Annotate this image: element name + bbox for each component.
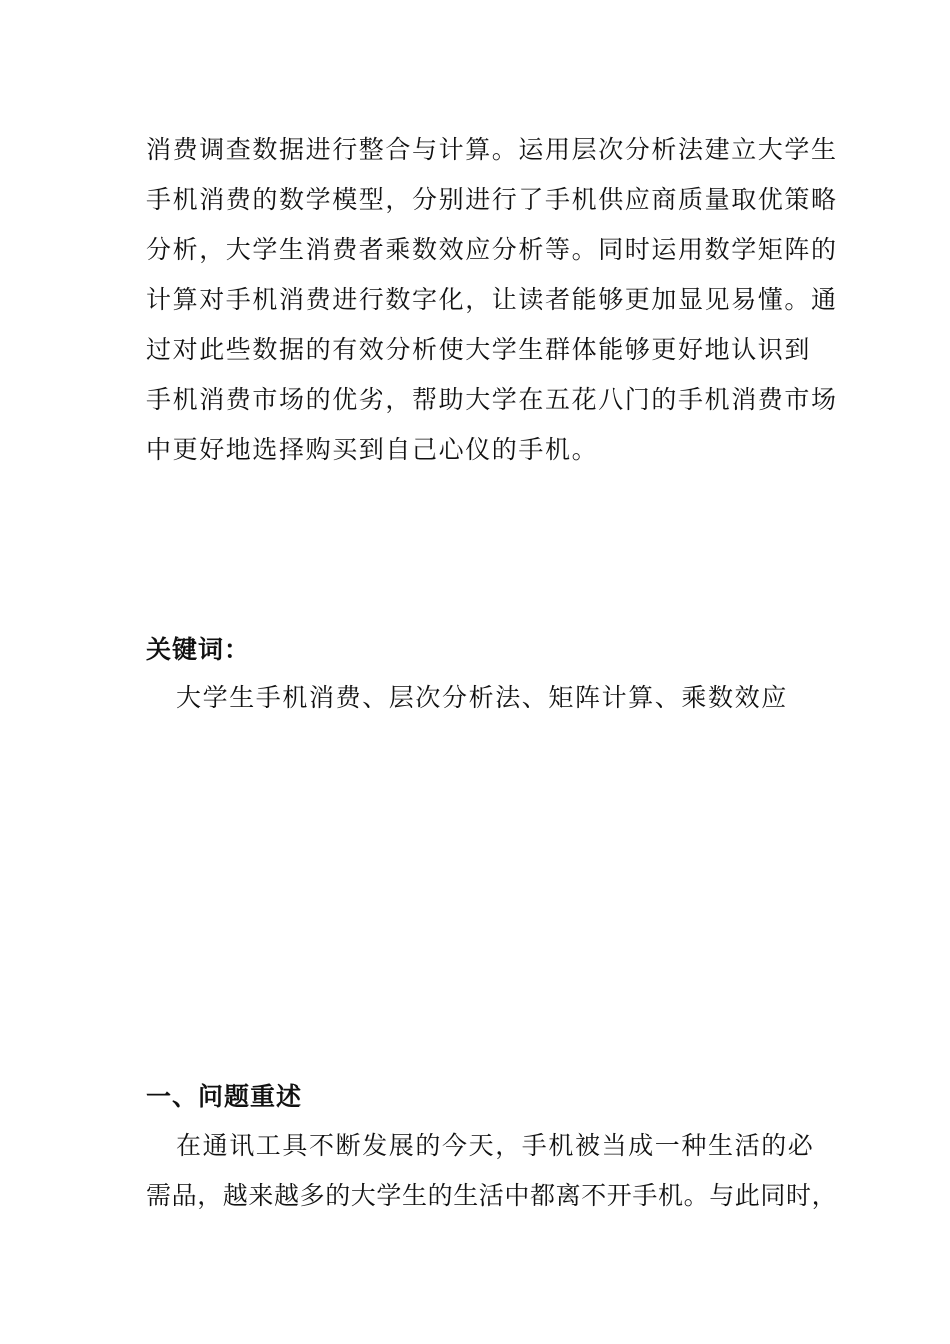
abstract-line-2: 手机消费的数学模型，分别进行了手机供应商质量取优策略 xyxy=(146,185,838,214)
abstract-line-5: 过对此些数据的有效分析使大学生群体能够更好地认识到 xyxy=(146,335,812,364)
abstract-line-7: 中更好地选择购买到自己心仪的手机。 xyxy=(146,435,599,464)
section-heading: 一、问题重述 xyxy=(146,1082,303,1111)
abstract-line-6: 手机消费市场的优劣，帮助大学在五花八门的手机消费市场 xyxy=(146,385,838,414)
abstract-line-1: 消费调查数据进行整合与计算。运用层次分析法建立大学生 xyxy=(146,135,838,164)
section-paragraph-line-2: 需品，越来越多的大学生的生活中都离不开手机。与此同时， xyxy=(146,1181,838,1210)
abstract-line-3: 分析，大学生消费者乘数效应分析等。同时运用数学矩阵的 xyxy=(146,235,838,264)
keywords-text: 大学生手机消费、层次分析法、矩阵计算、乘数效应 xyxy=(176,683,788,712)
section-paragraph-line-1: 在通讯工具不断发展的今天，手机被当成一种生活的必 xyxy=(176,1131,815,1160)
abstract-line-4: 计算对手机消费进行数字化，让读者能够更加显见易懂。通 xyxy=(146,285,838,314)
keywords-heading: 关键词： xyxy=(146,635,251,664)
